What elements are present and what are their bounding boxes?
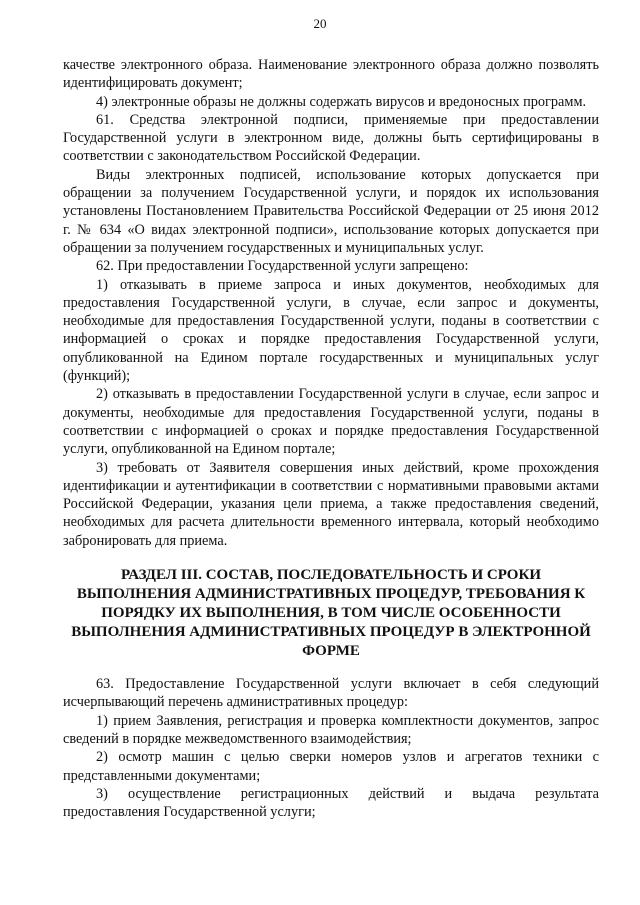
page-number: 20	[313, 16, 327, 31]
paragraph: 3) осуществление регистрационных действий и выдача результата предоставления Государственной услуги;	[63, 785, 599, 821]
document-body	[63, 56, 599, 821]
paragraphs-bottom	[63, 675, 599, 821]
paragraph: качестве электронного образа. Наименование электронного образа должно позволять идентифицировать документ;	[63, 57, 599, 92]
paragraph: 61. Средства электронной подписи, применяемые при предоставлении Государственной услуги в электронном виде, должны быть сертифицированы в соответствии с законодательством Российской Федерации.	[63, 111, 599, 165]
paragraphs-top	[63, 56, 599, 550]
paragraph: 1) прием Заявления, регистрация и проверка комплектности документов, запрос сведений в порядке межведомственного взаимодействия;	[63, 712, 599, 747]
paragraph: 2) осмотр машин с целью сверки номеров узлов и агрегатов техники с представленными документами;	[63, 749, 599, 784]
paragraph: Виды электронных подписей, использование которых допускается при обращении за получением Государственной услуги, и порядок их использования установлены Постановлением Правительства Российской Федерации от 25 июня 2012 г. № 634 «О видах электронной подписи», использование которых допускается при обращении за получением государственных и муниципальных услуг.	[63, 166, 599, 256]
section-heading: РАЗДЕЛ III. СОСТАВ, ПОСЛЕДОВАТЕЛЬНОСТЬ И СРОКИ ВЫПОЛНЕНИЯ АДМИНИСТРАТИВНЫХ ПРОЦЕДУР, ТРЕБОВАНИЯ К ПОРЯДКУ ИХ ВЫПОЛНЕНИЯ, В ТОМ ЧИСЛЕ ОСОБЕННОСТИ ВЫПОЛНЕНИЯ АДМИНИСТРАТИВНЫХ ПРОЦЕДУР В ЭЛЕКТРОННОЙ ФОРМЕ	[71, 567, 591, 660]
paragraph: 3) требовать от Заявителя совершения иных действий, кроме прохождения идентификации и аутентификации в соответствии с нормативными правовыми актами Российской Федерации, указания цели приема, а также предоставления сведений, необходимых для расчета длительности временного интервала, который необходимо забронировать для приема.	[63, 459, 599, 549]
paragraph: 2) отказывать в предоставлении Государственной услуги в случае, если запрос и документы, необходимые для предоставления Государственной услуги, поданы в соответствии с информацией о сроках и порядке предоставления Государственной услуги, опубликованной на Едином портале;	[63, 386, 599, 458]
paragraph: 1) отказывать в приеме запроса и иных документов, необходимых для предоставления Государственной услуги, в случае, если запрос и документы, необходимые для предоставления Государственной услуги, поданы в соответствии с информацией о сроках и порядке предоставления Государственной услуги, опубликованной на Едином портале государственных и муниципальных услуг (функций);	[63, 276, 599, 385]
paragraph: 62. При предоставлении Государственной услуги запрещено:	[96, 258, 469, 275]
paragraph: 63. Предоставление Государственной услуги включает в себя следующий исчерпывающий перечень административных процедур:	[63, 676, 599, 711]
paragraph: 4) электронные образы не должны содержать вирусов и вредоносных программ.	[96, 93, 587, 110]
